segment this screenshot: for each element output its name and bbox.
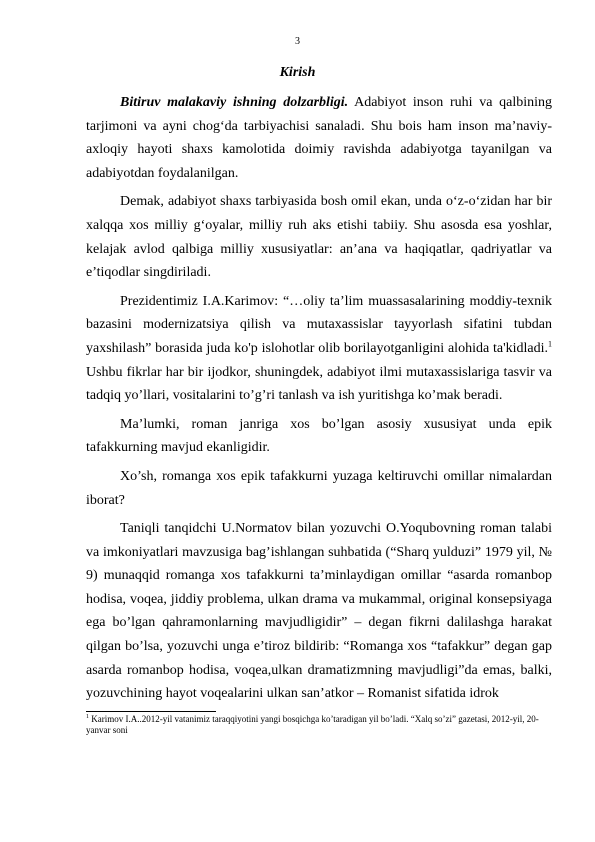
section-heading: Kirish xyxy=(279,65,316,80)
body-text xyxy=(86,91,552,711)
footnote-reference[interactable]: 1 xyxy=(548,339,552,349)
paragraph: Xo’sh, romanga xos epik tafakkurni yuzaga keltiruvchi omillar nimalardan iborat? xyxy=(86,468,552,508)
paragraph-quote xyxy=(86,290,552,408)
paragraph-text: Adabiyot inson ruhi va qalbining tarjimoni va ayni chog‘da tarbiyachisi sanaladi. Shu bois ham inson ma’naviy-axloqiy hayoti shaxs kamolotida doimiy ravishda adabiyotga tayanilgan va adabiyotdan foydalanilgan. xyxy=(86,95,552,181)
footnote-divider xyxy=(86,711,216,712)
paragraph: Ma’lumki, roman janriga xos bo’lgan asosiy xususiyat unda epik tafakkurning mavjud ekanligidir. xyxy=(86,416,552,456)
footnote-marker: 1 xyxy=(86,714,89,720)
paragraph: Taniqli tanqidchi U.Normatov bilan yozuvchi O.Yoqubovning roman talabi va imkoniyatlari mavzusiga bag’ishlangan suhbatida (“Sharq yulduzi” 1979 yil, № 9) munaqqid romanga xos tafakkurni ta’minlaydigan omillar “asarda romanbop hodisa, voqea, jiddiy problema, ulkan drama va mukammal, original konsepsiyaga ega bo’lgan qahramonlarning mavjudligidir” – degan fikrni dalilashga harakat qilgan bo’lsa, yozuvchi unga e’tiroz bildirib: “Romanga xos “tafakkur” degan gap asarda romanbop hodisa, voqea,ulkan dramatizmning mavjudligi”da emas, balki, yozuvchining hayot voqealarini ulkan san’atkor – Romanist sifatida idrok xyxy=(86,521,552,702)
page-number: 3 xyxy=(295,36,300,47)
footnote-text: Karimov I.A..2012-yil vatanimiz taraqqiyotini yangi bosqichga ko’taradigan yil bo’ladi. “Xalq so’zi” gazetasi, 2012-yil, 20-yanvar soni xyxy=(86,714,539,735)
paragraph-text-continued: Ushbu fikrlar har bir ijodkor, shuningdek, adabiyot ilmi mutaxassislariga tasvir va tadqiq yo’llari, vositalarini to’g’ri tanlash va ish yuritishga ko’mak beradi. xyxy=(86,364,552,404)
relevance-lead: Bitiruv malakaviy ishning dolzarbligi. xyxy=(120,95,349,110)
paragraph-text: Prezidentimiz I.A.Karimov: “…oliy ta’lim muassasalarining moddiy-texnik bazasini modernizatsiya qilish va mutaxassislar tayyorlash sifatini tubdan yaxshilash” borasida juda ko'p islohotlar olib borilayotganligini alohida ta'kidladi. xyxy=(86,293,552,356)
footnote xyxy=(86,714,552,736)
paragraph: Demak, adabiyot shaxs tarbiyasida bosh omil ekan, unda o‘z-o‘zidan har bir xalqqa xos milliy g‘oyalar, milliy ruh aks etishi tabiiy. Shu asosda esa yoshlar, kelajak avlod qalbiga milliy xususiyatlar: an’ana va haqiqatlar, qadriyatlar va e’tiqodlar singdiriladi. xyxy=(86,194,552,281)
paragraph-relevance xyxy=(86,91,552,185)
